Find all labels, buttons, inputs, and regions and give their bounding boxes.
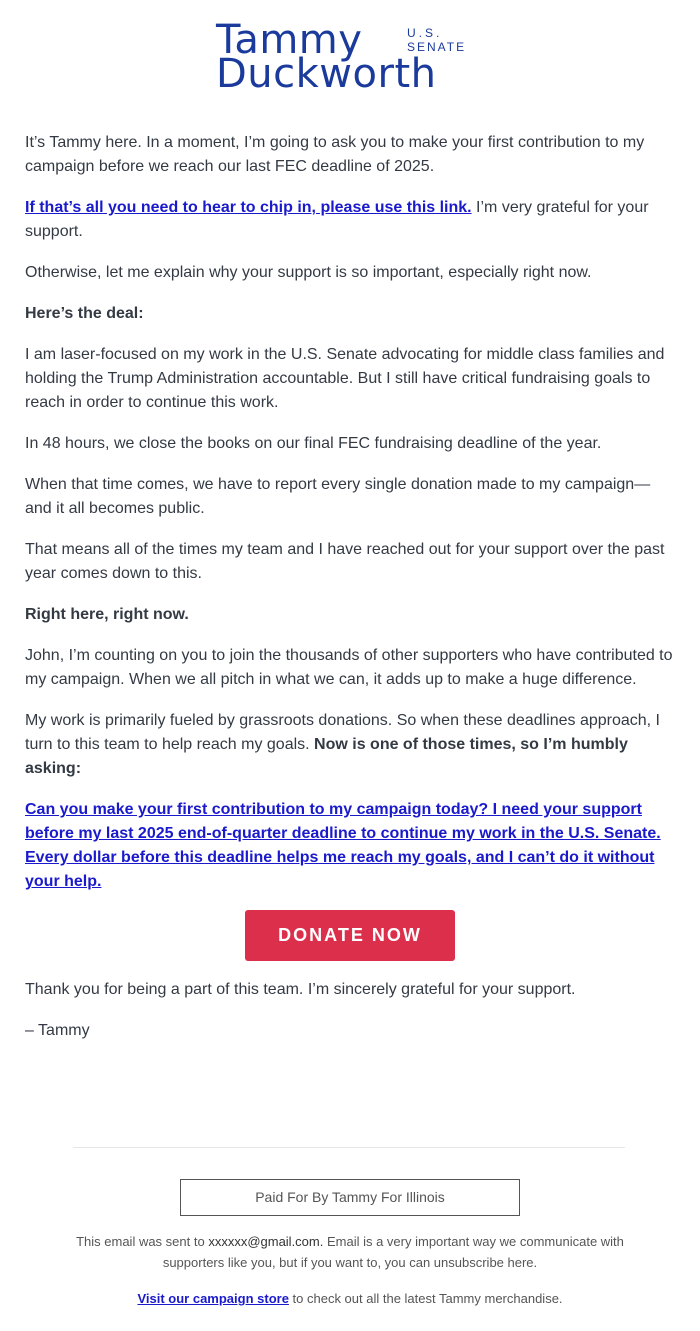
signoff: – Tammy [25,1022,90,1039]
logo-last-name: Duckworth [216,51,437,97]
paid-for-box: Paid For By Tammy For Illinois [180,1179,520,1216]
donate-now-button[interactable]: DONATE NOW [245,910,455,961]
explain-paragraph: Otherwise, let me explain why your support is so important, especially right now. [25,264,592,281]
intro-paragraph: It’s Tammy here. In a moment, I’m going to ask you to make your first contribution to my campaign before we reach our last FEC deadline of 2025. [25,134,645,175]
report-paragraph: When that time comes, we have to report every single donation made to my campaign—and it all becomes public. [25,476,651,517]
sent-suffix[interactable]: Email is a very important way we communicate with supporters like you, but if you want to, you can unsubscribe here. [162,1234,624,1270]
grassroots-paragraph [25,709,675,781]
store-rest-text: to check out all the latest Tammy merchandise. [288,1291,563,1306]
logo-senate: SENATE [407,40,467,54]
campaign-logo[interactable] [216,17,488,97]
campaign-store-link[interactable]: Visit our campaign store [137,1291,289,1306]
outreach-paragraph: That means all of the times my team and I have reached out for your support over the past year comes down to this. [25,541,665,582]
chip-in-link[interactable]: If that’s all you need to hear to chip in, please use this link. [25,199,472,216]
donate-wrapper [25,910,675,961]
footer-store-notice [70,1288,630,1309]
footer-divider [73,1147,625,1148]
email-header [0,0,700,110]
contribution-paragraph [25,798,675,894]
counting-paragraph: John, I’m counting on you to join the thousands of other supporters who have contributed to my campaign. When we all pitch in what we can, it adds up to make a huge difference. [25,647,673,688]
contribution-link[interactable]: Can you make your first contribution to my campaign today? I need your support before my last 2025 end-of-quarter deadline to continue my work in the U.S. Senate. Every dollar before this deadline helps me reach my goals, and I can’t do it without your help. [25,801,661,890]
focus-paragraph: I am laser-focused on my work in the U.S. Senate advocating for middle class families and holding the Trump Administration accountable. But I still have critical fundraising goals to reach in order to continue this work. [25,346,665,411]
chip-in-paragraph [25,196,675,244]
recipient-email: xxxxxx@gmail.com. [208,1234,324,1249]
right-now-heading: Right here, right now. [25,606,189,623]
deadline-paragraph: In 48 hours, we close the books on our final FEC fundraising deadline of the year. [25,435,602,452]
chip-in-rest-text: I’m very grateful for your support. [25,199,649,240]
email-body [25,131,675,1060]
sent-prefix: This email was sent to [76,1234,209,1249]
humbly-asking-text: Now is one of those times, so I’m humbly asking: [25,736,628,777]
logo-first-name: Tammy [216,17,363,63]
footer-sent-notice [70,1231,630,1273]
thanks-paragraph: Thank you for being a part of this team. I’m sincerely grateful for your support. [25,981,576,998]
deal-heading: Here’s the deal: [25,305,144,322]
grassroots-text: My work is primarily fueled by grassroots donations. So when these deadlines approach, I turn to this team to help reach my goals. [25,712,660,753]
logo-us: U.S. [407,26,443,40]
